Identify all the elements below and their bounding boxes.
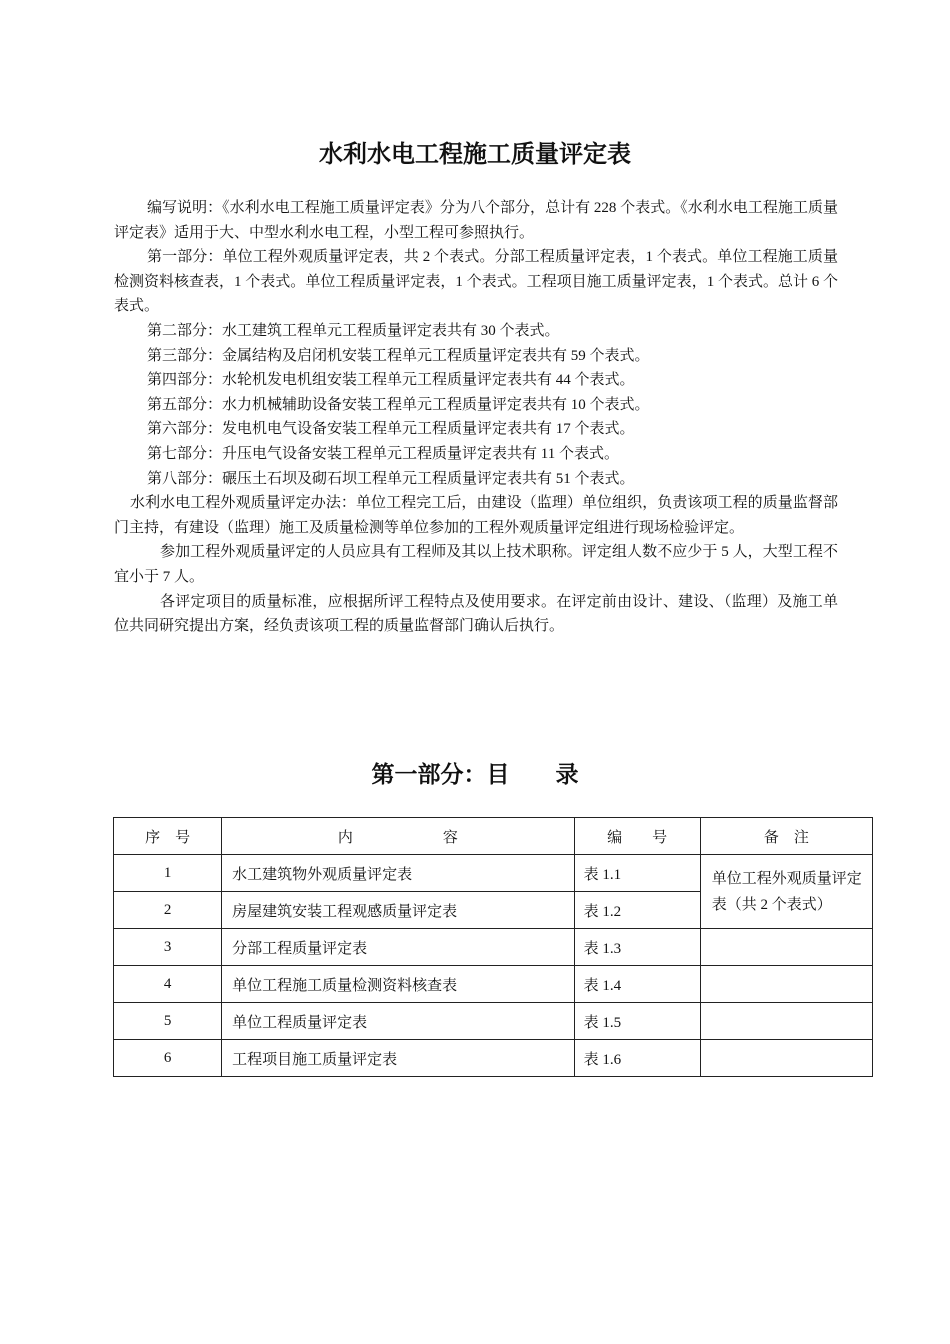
- row-note: [700, 966, 872, 1003]
- row-no: 6: [114, 1040, 222, 1077]
- row-content: 水工建筑物外观质量评定表: [222, 855, 574, 892]
- header-no: 序 号: [114, 818, 222, 855]
- row-no: 4: [114, 966, 222, 1003]
- row-content: 工程项目施工质量评定表: [222, 1040, 574, 1077]
- row-code: 表 1.5: [574, 1003, 700, 1040]
- row-code: 表 1.1: [574, 855, 700, 892]
- row-code: 表 1.6: [574, 1040, 700, 1077]
- row-code: 表 1.3: [574, 929, 700, 966]
- table-row: [114, 1003, 873, 1040]
- row-content: 分部工程质量评定表: [222, 929, 574, 966]
- intro-paragraph: 各评定项目的质量标准，应根据所评工程特点及使用要求。在评定前由设计、建设、（监理）及施工单位共同研究提出方案，经负责该项工程的质量监督部门确认后执行。: [114, 593, 838, 635]
- row-note: [700, 1040, 872, 1077]
- table-row: [114, 855, 873, 892]
- intro-paragraph: 第三部分：金属结构及启闭机安装工程单元工程质量评定表共有 59 个表式。: [147, 347, 650, 364]
- row-no: 5: [114, 1003, 222, 1040]
- document-title: 水利水电工程施工质量评定表: [319, 140, 631, 168]
- intro-paragraph: 第一部分：单位工程外观质量评定表，共 2 个表式。分部工程质量评定表，1 个表式。单位工程施工质量检测资料核查表，1 个表式。单位工程质量评定表，1 个表式。工程项目施工质量评定表，1 个表式。总计 6 个表式。: [114, 249, 838, 315]
- header-content: 内 容: [222, 818, 574, 855]
- intro-paragraph: 水利水电工程外观质量评定办法：单位工程完工后，由建设（监理）单位组织，负责该项工程的质量监督部门主持，有建设（监理）施工及质量检测等单位参加的工程外观质量评定组进行现场检验评定。: [114, 495, 838, 536]
- intro-paragraph: 第二部分：水工建筑工程单元工程质量评定表共有 30 个表式。: [147, 322, 560, 339]
- header-code: 编 号: [574, 818, 700, 855]
- row-content: 房屋建筑安装工程观感质量评定表: [222, 892, 574, 929]
- intro-paragraph: 第四部分：水轮机发电机组安装工程单元工程质量评定表共有 44 个表式。: [147, 372, 635, 389]
- row-note: [700, 1003, 872, 1040]
- intro-section: [114, 196, 838, 639]
- table-row: [114, 1040, 873, 1077]
- intro-paragraph: 编写说明：《水利水电工程施工质量评定表》分为八个部分，总计有 228 个表式。《水利水电工程施工质量评定表》适用于大、中型水利水电工程，小型工程可参照执行。: [114, 200, 838, 241]
- toc-table: [113, 817, 873, 1077]
- row-note: [700, 929, 872, 966]
- row-code: 表 1.2: [574, 892, 700, 929]
- intro-paragraph: 参加工程外观质量评定的人员应具有工程师及其以上技术职称。评定组人数不应少于 5 人，大型工程不宜小于 7 人。: [114, 544, 838, 585]
- section-title: 第一部分：目 录: [371, 762, 579, 788]
- header-note: 备 注: [700, 818, 872, 855]
- row-code: 表 1.4: [574, 966, 700, 1003]
- intro-paragraph: 第五部分：水力机械辅助设备安装工程单元工程质量评定表共有 10 个表式。: [147, 396, 650, 413]
- row-content: 单位工程施工质量检测资料核查表: [222, 966, 574, 1003]
- merged-note: 单位工程外观质量评定表（共 2 个表式）: [700, 855, 872, 929]
- intro-paragraph: 第七部分：升压电气设备安装工程单元工程质量评定表共有 11 个表式。: [147, 445, 619, 462]
- table-row: [114, 966, 873, 1003]
- row-no: 2: [114, 892, 222, 929]
- intro-paragraph: 第六部分：发电机电气设备安装工程单元工程质量评定表共有 17 个表式。: [147, 421, 635, 438]
- row-no: 1: [114, 855, 222, 892]
- toc-header-row: [114, 818, 873, 855]
- row-no: 3: [114, 929, 222, 966]
- row-content: 单位工程质量评定表: [222, 1003, 574, 1040]
- table-row: [114, 929, 873, 966]
- intro-paragraph: 第八部分：碾压土石坝及砌石坝工程单元工程质量评定表共有 51 个表式。: [147, 470, 635, 487]
